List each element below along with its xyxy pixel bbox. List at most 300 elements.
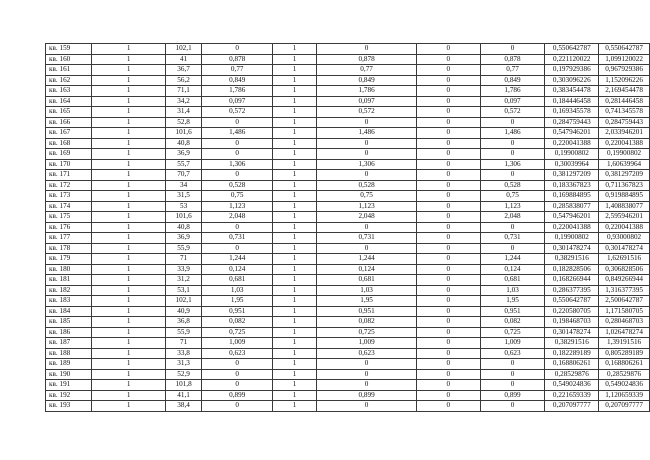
cell-coefficient: 1 xyxy=(273,44,317,55)
table-body xyxy=(46,44,650,412)
cell-value-d: 0 xyxy=(480,138,545,149)
cell-value-a: 0,623 xyxy=(202,348,273,359)
cell-total: 0,549024836 xyxy=(599,380,650,391)
cell-coefficient: 1 xyxy=(273,212,317,223)
cell-area: 31,5 xyxy=(165,191,202,202)
cell-coefficient: 1 xyxy=(273,107,317,118)
cell-value-c: 0 xyxy=(417,44,481,55)
cell-value-b: 0,097 xyxy=(317,96,417,107)
cell-total: 0,207097777 xyxy=(599,401,650,412)
table-row xyxy=(46,201,650,212)
cell-value-a: 0,849 xyxy=(202,75,273,86)
cell-area: 36,8 xyxy=(165,317,202,328)
cell-share: 0,285838077 xyxy=(545,201,599,212)
cell-value-b: 1,03 xyxy=(317,285,417,296)
cell-area: 33,9 xyxy=(165,264,202,275)
cell-value-a: 0,725 xyxy=(202,327,273,338)
cell-share: 0,169345578 xyxy=(545,107,599,118)
cell-share: 0,284759443 xyxy=(545,117,599,128)
cell-count: 1 xyxy=(92,117,165,128)
table-row xyxy=(46,369,650,380)
cell-value-c: 0 xyxy=(417,390,481,401)
cell-coefficient: 1 xyxy=(273,159,317,170)
cell-value-d: 1,03 xyxy=(480,285,545,296)
cell-total: 1,62691516 xyxy=(599,254,650,265)
cell-total: 0,19900802 xyxy=(599,149,650,160)
cell-value-b: 2,048 xyxy=(317,212,417,223)
cell-value-a: 1,95 xyxy=(202,296,273,307)
cell-total: 0,381297209 xyxy=(599,170,650,181)
cell-coefficient: 1 xyxy=(273,149,317,160)
cell-coefficient: 1 xyxy=(273,254,317,265)
cell-count: 1 xyxy=(92,338,165,349)
cell-coefficient: 1 xyxy=(273,65,317,76)
table-row xyxy=(46,327,650,338)
cell-value-b: 0,951 xyxy=(317,306,417,317)
cell-value-a: 0,097 xyxy=(202,96,273,107)
cell-total: 0,550642787 xyxy=(599,44,650,55)
cell-value-a: 0 xyxy=(202,401,273,412)
cell-coefficient: 1 xyxy=(273,191,317,202)
cell-coefficient: 1 xyxy=(273,306,317,317)
cell-value-d: 0 xyxy=(480,380,545,391)
cell-area: 41 xyxy=(165,54,202,65)
cell-total: 1,120659339 xyxy=(599,390,650,401)
table-row xyxy=(46,191,650,202)
cell-value-a: 0,082 xyxy=(202,317,273,328)
cell-area: 102,1 xyxy=(165,296,202,307)
cell-value-d: 0,77 xyxy=(480,65,545,76)
cell-count: 1 xyxy=(92,285,165,296)
cell-apartment-number: кв. 174 xyxy=(46,201,92,212)
cell-area: 55,9 xyxy=(165,243,202,254)
cell-share: 0,381297209 xyxy=(545,170,599,181)
cell-area: 36,9 xyxy=(165,149,202,160)
cell-value-c: 0 xyxy=(417,149,481,160)
cell-value-c: 0 xyxy=(417,222,481,233)
table-row xyxy=(46,401,650,412)
cell-value-c: 0 xyxy=(417,212,481,223)
cell-value-b: 0,124 xyxy=(317,264,417,275)
cell-coefficient: 1 xyxy=(273,201,317,212)
cell-coefficient: 1 xyxy=(273,128,317,139)
cell-value-d: 0 xyxy=(480,369,545,380)
cell-area: 71,1 xyxy=(165,86,202,97)
cell-total: 1,60639964 xyxy=(599,159,650,170)
cell-value-c: 0 xyxy=(417,54,481,65)
cell-apartment-number: кв. 188 xyxy=(46,348,92,359)
cell-coefficient: 1 xyxy=(273,75,317,86)
cell-value-b: 1,786 xyxy=(317,86,417,97)
cell-value-d: 0 xyxy=(480,44,545,55)
cell-total: 1,026478274 xyxy=(599,327,650,338)
cell-coefficient: 1 xyxy=(273,264,317,275)
cell-apartment-number: кв. 183 xyxy=(46,296,92,307)
cell-area: 31,3 xyxy=(165,359,202,370)
cell-value-a: 0 xyxy=(202,138,273,149)
cell-coefficient: 1 xyxy=(273,296,317,307)
cell-total: 0,919884895 xyxy=(599,191,650,202)
cell-apartment-number: кв. 191 xyxy=(46,380,92,391)
cell-count: 1 xyxy=(92,243,165,254)
cell-apartment-number: кв. 167 xyxy=(46,128,92,139)
cell-total: 2,033946201 xyxy=(599,128,650,139)
cell-count: 1 xyxy=(92,380,165,391)
cell-value-b: 1,486 xyxy=(317,128,417,139)
cell-count: 1 xyxy=(92,149,165,160)
cell-value-c: 0 xyxy=(417,65,481,76)
cell-count: 1 xyxy=(92,254,165,265)
table-row xyxy=(46,380,650,391)
cell-value-b: 0 xyxy=(317,380,417,391)
cell-value-c: 0 xyxy=(417,117,481,128)
cell-coefficient: 1 xyxy=(273,117,317,128)
cell-total: 0,168806261 xyxy=(599,359,650,370)
cell-value-d: 0,528 xyxy=(480,180,545,191)
cell-share: 0,168806261 xyxy=(545,359,599,370)
cell-count: 1 xyxy=(92,44,165,55)
cell-share: 0,184446458 xyxy=(545,96,599,107)
cell-value-b: 0,899 xyxy=(317,390,417,401)
cell-apartment-number: кв. 163 xyxy=(46,86,92,97)
cell-value-c: 0 xyxy=(417,75,481,86)
cell-area: 41,1 xyxy=(165,390,202,401)
cell-value-d: 0,097 xyxy=(480,96,545,107)
table-row xyxy=(46,243,650,254)
cell-value-b: 0 xyxy=(317,369,417,380)
cell-value-b: 0,878 xyxy=(317,54,417,65)
cell-count: 1 xyxy=(92,348,165,359)
apartment-data-table xyxy=(45,43,650,412)
cell-total: 0,805289189 xyxy=(599,348,650,359)
cell-coefficient: 1 xyxy=(273,170,317,181)
cell-count: 1 xyxy=(92,401,165,412)
table-row xyxy=(46,117,650,128)
cell-value-d: 0,082 xyxy=(480,317,545,328)
cell-value-d: 0,124 xyxy=(480,264,545,275)
cell-total: 1,152096226 xyxy=(599,75,650,86)
cell-value-b: 0,623 xyxy=(317,348,417,359)
cell-count: 1 xyxy=(92,327,165,338)
cell-apartment-number: кв. 192 xyxy=(46,390,92,401)
cell-value-d: 2,048 xyxy=(480,212,545,223)
cell-value-a: 0 xyxy=(202,149,273,160)
cell-share: 0,221659339 xyxy=(545,390,599,401)
cell-share: 0,550642787 xyxy=(545,296,599,307)
cell-area: 52,8 xyxy=(165,117,202,128)
table-row xyxy=(46,96,650,107)
cell-area: 31,2 xyxy=(165,275,202,286)
cell-area: 56,2 xyxy=(165,75,202,86)
cell-count: 1 xyxy=(92,86,165,97)
cell-value-c: 0 xyxy=(417,348,481,359)
cell-share: 0,303096226 xyxy=(545,75,599,86)
cell-share: 0,182828506 xyxy=(545,264,599,275)
cell-value-b: 1,95 xyxy=(317,296,417,307)
table-row xyxy=(46,212,650,223)
cell-share: 0,301478274 xyxy=(545,243,599,254)
cell-total: 0,284759443 xyxy=(599,117,650,128)
cell-value-d: 0,725 xyxy=(480,327,545,338)
cell-total: 0,281446458 xyxy=(599,96,650,107)
cell-value-a: 0 xyxy=(202,369,273,380)
cell-apartment-number: кв. 176 xyxy=(46,222,92,233)
cell-value-d: 1,486 xyxy=(480,128,545,139)
cell-total: 2,500642787 xyxy=(599,296,650,307)
cell-apartment-number: кв. 177 xyxy=(46,233,92,244)
cell-value-a: 1,03 xyxy=(202,285,273,296)
cell-value-a: 0 xyxy=(202,44,273,55)
cell-value-c: 0 xyxy=(417,128,481,139)
cell-value-a: 2,048 xyxy=(202,212,273,223)
table-row xyxy=(46,296,650,307)
cell-value-c: 0 xyxy=(417,201,481,212)
table-row xyxy=(46,138,650,149)
cell-coefficient: 1 xyxy=(273,96,317,107)
cell-coefficient: 1 xyxy=(273,222,317,233)
cell-value-a: 0 xyxy=(202,359,273,370)
cell-area: 101,6 xyxy=(165,212,202,223)
cell-value-d: 0,572 xyxy=(480,107,545,118)
cell-count: 1 xyxy=(92,191,165,202)
cell-value-d: 1,786 xyxy=(480,86,545,97)
table-row xyxy=(46,275,650,286)
cell-share: 0,549024836 xyxy=(545,380,599,391)
cell-total: 1,39191516 xyxy=(599,338,650,349)
table-row xyxy=(46,359,650,370)
cell-apartment-number: кв. 193 xyxy=(46,401,92,412)
cell-value-b: 0 xyxy=(317,149,417,160)
cell-coefficient: 1 xyxy=(273,327,317,338)
table-row xyxy=(46,222,650,233)
cell-apartment-number: кв. 179 xyxy=(46,254,92,265)
cell-area: 101,6 xyxy=(165,128,202,139)
cell-value-b: 0 xyxy=(317,170,417,181)
cell-value-c: 0 xyxy=(417,191,481,202)
cell-value-d: 1,306 xyxy=(480,159,545,170)
cell-share: 0,207097777 xyxy=(545,401,599,412)
cell-value-c: 0 xyxy=(417,285,481,296)
cell-coefficient: 1 xyxy=(273,54,317,65)
cell-value-d: 0 xyxy=(480,401,545,412)
cell-value-c: 0 xyxy=(417,327,481,338)
cell-total: 0,849266944 xyxy=(599,275,650,286)
cell-value-d: 0,731 xyxy=(480,233,545,244)
cell-share: 0,30039964 xyxy=(545,159,599,170)
cell-share: 0,220580705 xyxy=(545,306,599,317)
cell-apartment-number: кв. 164 xyxy=(46,96,92,107)
table-row xyxy=(46,149,650,160)
cell-share: 0,220041388 xyxy=(545,138,599,149)
cell-share: 0,301478274 xyxy=(545,327,599,338)
cell-value-b: 0,681 xyxy=(317,275,417,286)
cell-value-d: 1,123 xyxy=(480,201,545,212)
cell-value-d: 0,75 xyxy=(480,191,545,202)
cell-share: 0,169884895 xyxy=(545,191,599,202)
cell-value-b: 0 xyxy=(317,401,417,412)
cell-count: 1 xyxy=(92,75,165,86)
cell-apartment-number: кв. 185 xyxy=(46,317,92,328)
cell-total: 2,595946201 xyxy=(599,212,650,223)
table-row xyxy=(46,254,650,265)
table-row xyxy=(46,264,650,275)
table-row xyxy=(46,317,650,328)
cell-total: 0,306828506 xyxy=(599,264,650,275)
table-row xyxy=(46,75,650,86)
cell-share: 0,19900802 xyxy=(545,149,599,160)
table-row xyxy=(46,306,650,317)
cell-apartment-number: кв. 171 xyxy=(46,170,92,181)
cell-value-d: 0,951 xyxy=(480,306,545,317)
cell-value-d: 0 xyxy=(480,117,545,128)
cell-total: 0,301478274 xyxy=(599,243,650,254)
cell-coefficient: 1 xyxy=(273,390,317,401)
cell-count: 1 xyxy=(92,369,165,380)
cell-value-c: 0 xyxy=(417,243,481,254)
cell-total: 1,171580705 xyxy=(599,306,650,317)
cell-area: 53 xyxy=(165,201,202,212)
cell-area: 55,9 xyxy=(165,327,202,338)
cell-area: 34,2 xyxy=(165,96,202,107)
cell-share: 0,198468703 xyxy=(545,317,599,328)
cell-total: 0,28529876 xyxy=(599,369,650,380)
table-row xyxy=(46,390,650,401)
cell-coefficient: 1 xyxy=(273,138,317,149)
cell-value-b: 0 xyxy=(317,359,417,370)
cell-count: 1 xyxy=(92,317,165,328)
cell-share: 0,197929386 xyxy=(545,65,599,76)
cell-apartment-number: кв. 182 xyxy=(46,285,92,296)
cell-count: 1 xyxy=(92,233,165,244)
cell-value-d: 0,623 xyxy=(480,348,545,359)
cell-count: 1 xyxy=(92,159,165,170)
cell-coefficient: 1 xyxy=(273,369,317,380)
cell-coefficient: 1 xyxy=(273,86,317,97)
cell-apartment-number: кв. 165 xyxy=(46,107,92,118)
cell-value-c: 0 xyxy=(417,96,481,107)
table-row xyxy=(46,128,650,139)
cell-value-c: 0 xyxy=(417,401,481,412)
cell-count: 1 xyxy=(92,65,165,76)
cell-area: 31,4 xyxy=(165,107,202,118)
cell-total: 0,93000802 xyxy=(599,233,650,244)
table-row xyxy=(46,44,650,55)
cell-apartment-number: кв. 184 xyxy=(46,306,92,317)
cell-coefficient: 1 xyxy=(273,338,317,349)
cell-total: 0,220041388 xyxy=(599,222,650,233)
cell-value-a: 0,731 xyxy=(202,233,273,244)
table-row xyxy=(46,348,650,359)
cell-value-b: 0,572 xyxy=(317,107,417,118)
cell-total: 0,711367823 xyxy=(599,180,650,191)
cell-share: 0,220041388 xyxy=(545,222,599,233)
cell-apartment-number: кв. 189 xyxy=(46,359,92,370)
cell-value-b: 0 xyxy=(317,222,417,233)
cell-coefficient: 1 xyxy=(273,401,317,412)
cell-value-c: 0 xyxy=(417,180,481,191)
cell-area: 102,1 xyxy=(165,44,202,55)
cell-share: 0,19900802 xyxy=(545,233,599,244)
cell-value-b: 0,731 xyxy=(317,233,417,244)
cell-value-a: 0 xyxy=(202,243,273,254)
cell-value-c: 0 xyxy=(417,233,481,244)
cell-count: 1 xyxy=(92,54,165,65)
cell-coefficient: 1 xyxy=(273,180,317,191)
cell-value-c: 0 xyxy=(417,317,481,328)
cell-value-a: 0,77 xyxy=(202,65,273,76)
cell-share: 0,38291516 xyxy=(545,254,599,265)
cell-value-a: 0,878 xyxy=(202,54,273,65)
cell-area: 34 xyxy=(165,180,202,191)
cell-share: 0,550642787 xyxy=(545,44,599,55)
cell-value-c: 0 xyxy=(417,86,481,97)
cell-value-b: 0,725 xyxy=(317,327,417,338)
cell-value-d: 0 xyxy=(480,359,545,370)
cell-value-a: 1,786 xyxy=(202,86,273,97)
cell-share: 0,168266944 xyxy=(545,275,599,286)
cell-value-d: 0,878 xyxy=(480,54,545,65)
cell-coefficient: 1 xyxy=(273,348,317,359)
cell-area: 53,1 xyxy=(165,285,202,296)
cell-value-d: 1,009 xyxy=(480,338,545,349)
cell-value-a: 0 xyxy=(202,117,273,128)
cell-value-d: 0 xyxy=(480,149,545,160)
cell-value-a: 1,009 xyxy=(202,338,273,349)
table-row xyxy=(46,170,650,181)
cell-apartment-number: кв. 175 xyxy=(46,212,92,223)
cell-apartment-number: кв. 186 xyxy=(46,327,92,338)
cell-area: 71 xyxy=(165,254,202,265)
cell-count: 1 xyxy=(92,128,165,139)
table-row xyxy=(46,180,650,191)
cell-coefficient: 1 xyxy=(273,285,317,296)
cell-count: 1 xyxy=(92,264,165,275)
cell-total: 2,169454478 xyxy=(599,86,650,97)
cell-share: 0,547946201 xyxy=(545,128,599,139)
cell-apartment-number: кв. 187 xyxy=(46,338,92,349)
cell-share: 0,383454478 xyxy=(545,86,599,97)
cell-apartment-number: кв. 173 xyxy=(46,191,92,202)
cell-count: 1 xyxy=(92,390,165,401)
cell-area: 101,8 xyxy=(165,380,202,391)
cell-value-b: 1,123 xyxy=(317,201,417,212)
cell-value-c: 0 xyxy=(417,254,481,265)
cell-value-a: 1,486 xyxy=(202,128,273,139)
cell-share: 0,38291516 xyxy=(545,338,599,349)
cell-value-c: 0 xyxy=(417,264,481,275)
cell-count: 1 xyxy=(92,96,165,107)
table-row xyxy=(46,107,650,118)
table-row xyxy=(46,65,650,76)
cell-area: 33,8 xyxy=(165,348,202,359)
cell-area: 40,8 xyxy=(165,138,202,149)
cell-area: 52,9 xyxy=(165,369,202,380)
table-row xyxy=(46,285,650,296)
cell-count: 1 xyxy=(92,296,165,307)
cell-value-d: 1,95 xyxy=(480,296,545,307)
cell-value-d: 0,899 xyxy=(480,390,545,401)
cell-value-b: 0,082 xyxy=(317,317,417,328)
cell-value-c: 0 xyxy=(417,296,481,307)
cell-share: 0,286377395 xyxy=(545,285,599,296)
cell-total: 1,408838077 xyxy=(599,201,650,212)
cell-area: 38,4 xyxy=(165,401,202,412)
cell-value-a: 0,124 xyxy=(202,264,273,275)
cell-value-b: 0,75 xyxy=(317,191,417,202)
cell-total: 0,741345578 xyxy=(599,107,650,118)
cell-value-d: 1,244 xyxy=(480,254,545,265)
cell-count: 1 xyxy=(92,306,165,317)
